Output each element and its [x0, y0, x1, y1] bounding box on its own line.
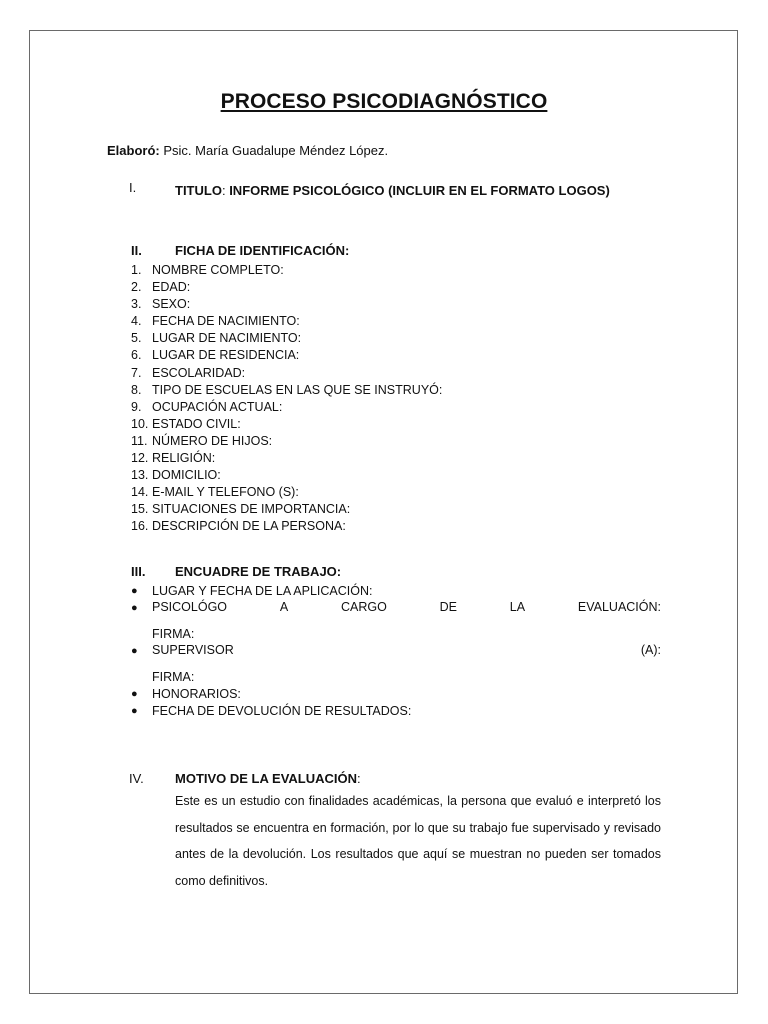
list-item: ● PSICOLÓGO A CARGO DE LA EVALUACIÓN: — [131, 600, 661, 617]
list-item: 11. NÚMERO DE HIJOS: — [131, 433, 273, 448]
signature-label: FIRMA: — [152, 670, 195, 684]
list-item: ● LUGAR Y FECHA DE LA APLICACIÓN: — [131, 584, 373, 598]
list-item: 2. EDAD: — [131, 280, 191, 295]
list-item: 9. OCUPACIÓN ACTUAL: — [131, 399, 283, 414]
list-item: 1. NOMBRE COMPLETO: — [131, 263, 284, 277]
author-line — [107, 143, 388, 158]
bullet-icon: ● — [131, 645, 138, 657]
bullet-icon: ● — [131, 585, 138, 597]
bullet-icon: ● — [131, 705, 138, 717]
work-frame-list — [131, 583, 661, 720]
list-item: 10. ESTADO CIVIL: — [131, 416, 241, 431]
list-item: ● HONORARIOS: — [131, 687, 241, 701]
list-item: 13. DOMICILIO: — [131, 468, 221, 483]
signature-label: FIRMA: — [152, 627, 195, 641]
section-1-text — [175, 178, 661, 204]
document-title: PROCESO PSICODIAGNÓSTICO — [220, 90, 548, 113]
list-item: 7. ESCOLARIDAD: — [131, 365, 246, 380]
section-1-colon: : — [221, 183, 226, 198]
bullet-icon: ● — [131, 688, 138, 700]
list-item: 4. FECHA DE NACIMIENTO: — [131, 314, 300, 329]
section-1-number: I. — [129, 180, 137, 195]
section-2-heading: FICHA DE IDENTIFICACIÓN: — [175, 243, 350, 258]
bullet-icon: ● — [131, 602, 138, 614]
section-1-content: INFORME PSICOLÓGICO (INCLUIR EN EL FORMATO LOGOS) — [229, 183, 610, 198]
list-item: 6. LUGAR DE RESIDENCIA: — [131, 348, 300, 363]
section-3-number: III. — [131, 564, 146, 579]
list-item: ● FECHA DE DEVOLUCIÓN DE RESULTADOS: — [131, 704, 412, 718]
identification-list — [131, 262, 442, 536]
section-4-number: IV. — [129, 771, 144, 786]
list-item: 5. LUGAR DE NACIMIENTO: — [131, 331, 302, 346]
list-item: 14. E-MAIL Y TELEFONO (S): — [131, 485, 299, 500]
section-2-number: II. — [131, 243, 142, 258]
list-item: 8. TIPO DE ESCUELAS EN LAS QUE SE INSTRUYÓ: — [131, 382, 443, 397]
list-item: ● SUPERVISOR (A): — [131, 643, 661, 660]
section-4-heading: MOTIVO DE LA EVALUACIÓN: — [175, 771, 361, 786]
list-item: 3. SEXO: — [131, 297, 191, 312]
section-1-label: TITULO — [175, 183, 222, 198]
list-item: 15. SITUACIONES DE IMPORTANCIA: — [131, 502, 351, 517]
author-label: Elaboró: — [107, 143, 160, 158]
section-3-heading: ENCUADRE DE TRABAJO: — [175, 564, 342, 579]
list-item: 16. DESCRIPCIÓN DE LA PERSONA: — [131, 519, 346, 534]
section-4-paragraph: Este es un estudio con finalidades académicas, la persona que evaluó e interpretó los resultados se encuentra en formación, por lo que su trabajo fue supervisado y revisado antes de la devolución. Los resultados que aquí se muestran no pueden ser tomados como definitivos. — [175, 794, 661, 888]
list-item: 12. RELIGIÓN: — [131, 451, 216, 466]
author-name: Psic. María Guadalupe Méndez López. — [163, 143, 389, 158]
